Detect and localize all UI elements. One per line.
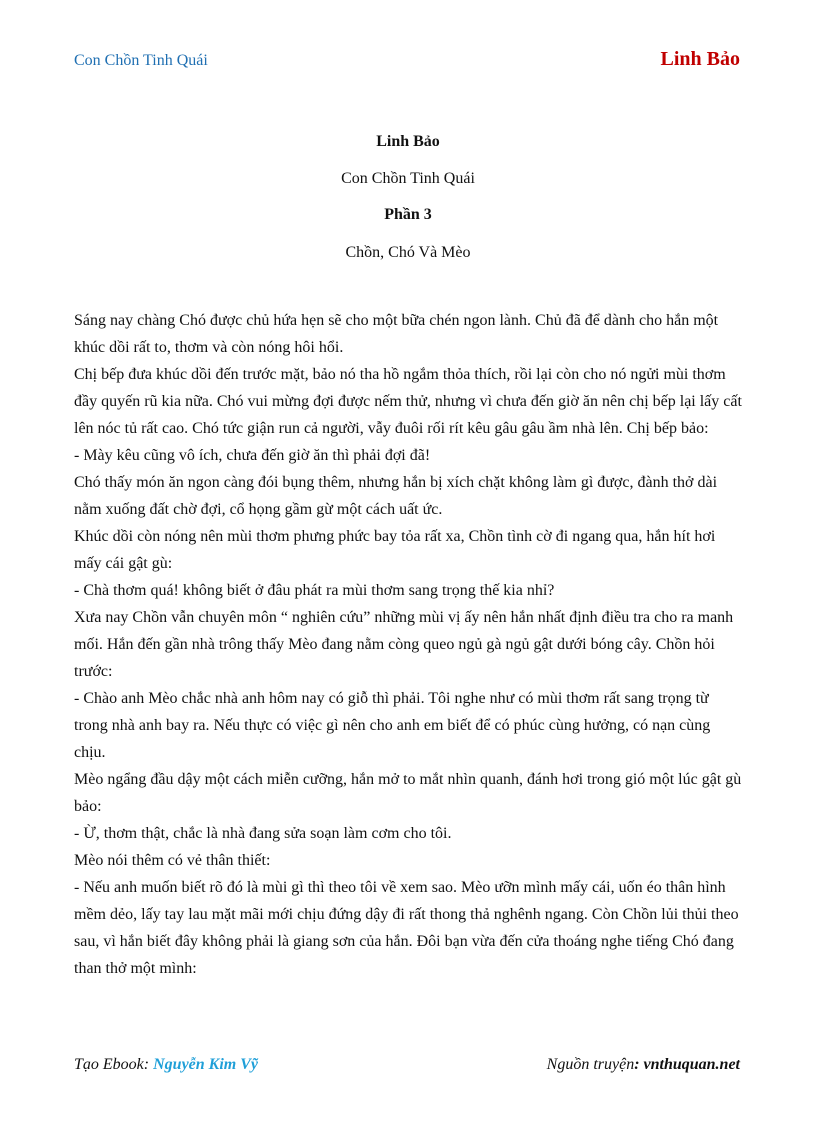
paragraph: - Chà thơm quá! không biết ở đâu phát ra mùi thơm sang trọng thế kia nhỉ?	[74, 582, 555, 599]
footer-source-site: vnthuquan.net	[643, 1056, 740, 1073]
book-title: Con Chồn Tinh Quái	[341, 170, 475, 187]
paragraph: - Nếu anh muốn biết rõ đó là mùi gì thì theo tôi về xem sao. Mèo ưỡn mình mấy cái, uốn éo thân hình mềm dẻo, lấy tay lau mặt mãi mới chịu đứng dậy đi rất thong thả nghênh ngang. Còn Chồn lủi thủi theo sau, vì hắn biết đây không phải là giang sơn của hắn. Đôi bạn vừa đến cửa thoáng nghe tiếng Chó đang than thở một mình:	[74, 879, 739, 977]
paragraph: Chị bếp đưa khúc dồi đến trước mặt, bảo nó tha hồ ngắm thỏa thích, rồi lại còn cho nó ngửi mùi thơm đầy quyến rũ kia nữa. Chó vui mừng đợi được nếm thử, nhưng vì chưa đến giờ ăn nên chị bếp lại lấy cất lên nóc tủ rất cao. Chó tức giận run cả người, vẫy đuôi rối rít kêu gâu gâu ầm nhà lên. Chị bếp bảo:	[74, 366, 742, 437]
running-header-title: Con Chồn Tinh Quái	[74, 52, 208, 69]
paragraph: - Ừ, thơm thật, chắc là nhà đang sửa soạn làm cơm cho tôi.	[74, 825, 452, 842]
paragraph: Mèo ngẩng đầu dậy một cách miễn cưỡng, hắn mở to mắt nhìn quanh, đánh hơi trong gió một lúc gật gù bảo:	[74, 771, 742, 815]
chapter-title: Chồn, Chó Và Mèo	[345, 244, 471, 261]
running-header-author: Linh Bảo	[660, 48, 740, 70]
paragraph: Xưa nay Chồn vẫn chuyên môn “ nghiên cứu” những mùi vị ấy nên hắn nhất định điều tra cho ra manh mối. Hắn đến gần nhà trông thấy Mèo đang nằm còng queo ngủ gà ngủ gật dưới bóng cây. Chồn hỏi trước:	[74, 609, 734, 680]
paragraph: Khúc dồi còn nóng nên mùi thơm phưng phức bay tỏa rất xa, Chồn tình cờ đi ngang qua, hắn hít hơi mấy cái gật gù:	[74, 528, 716, 572]
footer-source-credit	[547, 1056, 740, 1074]
paragraph: Sáng nay chàng Chó được chủ hứa hẹn sẽ cho một bữa chén ngon lành. Chủ đã để dành cho hắn một khúc dồi rất to, thơm và còn nóng hôi hổi.	[74, 312, 719, 356]
footer-source-sep: :	[634, 1056, 644, 1073]
paragraph: Chó thấy món ăn ngon càng đói bụng thêm, nhưng hắn bị xích chặt không làm gì được, đành thở dài nằm xuống đất chờ đợi, cổ họng gầm gừ một cách uất ức.	[74, 474, 718, 518]
part-heading: Phần 3	[384, 206, 432, 223]
footer-source-label: Nguồn truyện	[546, 1056, 635, 1073]
footer-ebook-label: Tạo Ebook	[74, 1056, 144, 1073]
paragraph: Mèo nói thêm có vẻ thân thiết:	[74, 852, 271, 869]
story-author: Linh Bảo	[376, 133, 440, 150]
footer-ebook-name: Nguyễn Kim Vỹ	[153, 1056, 258, 1073]
footer-ebook-sep: :	[143, 1056, 154, 1073]
footer-ebook-credit	[74, 1056, 258, 1074]
paragraph: - Chào anh Mèo chắc nhà anh hôm nay có giỗ thì phải. Tôi nghe như có mùi thơm rất sang trọng từ trong nhà anh bay ra. Nếu thực có việc gì nên cho anh em biết để có phúc cùng hưởng, có nạn cùng chịu.	[74, 690, 711, 761]
story-body	[74, 307, 744, 982]
paragraph: - Mày kêu cũng vô ích, chưa đến giờ ăn thì phải đợi đã!	[74, 447, 431, 464]
